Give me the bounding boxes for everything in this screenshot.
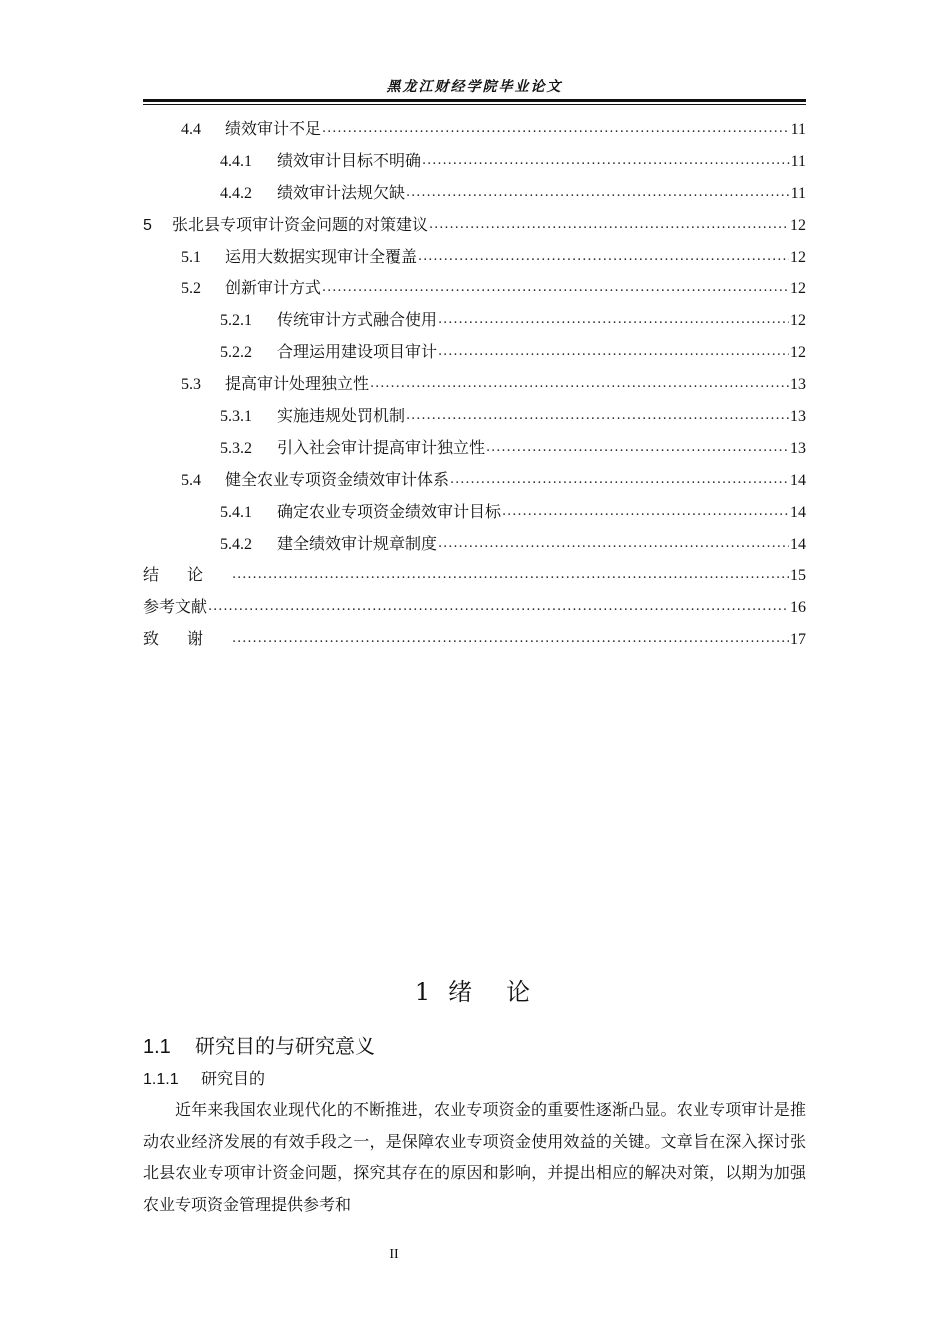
toc-entry[interactable] xyxy=(143,435,806,467)
toc-entry-label xyxy=(181,244,417,267)
table-of-contents xyxy=(143,116,806,658)
toc-entry-page: 14 xyxy=(790,471,806,489)
toc-entry[interactable] xyxy=(143,116,806,148)
toc-entry[interactable] xyxy=(143,275,806,307)
section-number: 1.1 xyxy=(143,1036,171,1058)
toc-entry-label xyxy=(143,212,428,235)
toc-entry-title: 提高审计处理独立性 xyxy=(225,374,370,394)
toc-entry-page: 14 xyxy=(790,535,806,553)
toc-entry-title: 创新审计方式 xyxy=(225,278,322,298)
toc-entry-title: 结论 xyxy=(143,565,232,585)
toc-entry[interactable] xyxy=(143,307,806,339)
toc-entry-title: 绩效审计目标不明确 xyxy=(277,150,422,170)
toc-entry-label xyxy=(220,435,485,458)
toc-entry-title: 传统审计方式融合使用 xyxy=(277,310,438,330)
page-number: II xyxy=(389,1247,399,1262)
toc-entry-number: 4.4.2 xyxy=(220,184,252,202)
toc-entry[interactable] xyxy=(143,212,806,244)
toc-entry-label xyxy=(220,339,437,362)
body-paragraph: 近年来我国农业现代化的不断推进，农业专项资金的重要性逐渐凸显。农业专项审计是推动农业经济发展的有效手段之一，是保障农业专项资金使用效益的关键。文章旨在深入探讨张北县农业专项审计资金问题，探究其存在的原因和影响，并提出相应的解决对策，以期为加强农业专项资金管理提供参考和 xyxy=(143,1100,806,1214)
toc-dot-leader xyxy=(322,280,789,295)
toc-entry-title: 合理运用建设项目审计 xyxy=(277,342,438,362)
toc-dot-leader xyxy=(208,599,789,614)
toc-entry-number: 4.4.1 xyxy=(220,152,252,170)
toc-entry-page: 13 xyxy=(790,376,806,394)
toc-entry-number: 5.2.2 xyxy=(220,344,252,362)
toc-entry-page: 13 xyxy=(790,439,806,457)
toc-entry-title: 绩效审计不足 xyxy=(225,119,322,138)
toc-entry-label xyxy=(220,307,437,330)
toc-entry[interactable] xyxy=(143,594,806,626)
toc-entry-page: 16 xyxy=(790,599,806,617)
toc-dot-leader xyxy=(438,536,789,551)
toc-dot-leader xyxy=(418,249,789,264)
toc-entry-page: 15 xyxy=(790,567,806,585)
toc-entry-number: 5.1 xyxy=(181,248,201,266)
toc-entry-number: 5.4.2 xyxy=(220,535,252,553)
section-title: 研究目的与研究意义 xyxy=(195,1034,375,1058)
toc-dot-leader xyxy=(450,472,789,487)
toc-entry-page: 13 xyxy=(790,408,806,426)
toc-entry-label xyxy=(181,371,369,394)
toc-entry-label xyxy=(143,562,231,585)
toc-entry-label xyxy=(181,116,321,139)
subsection-title: 研究目的 xyxy=(201,1069,266,1088)
toc-entry[interactable] xyxy=(143,626,806,658)
toc-entry-page: 12 xyxy=(790,280,806,298)
toc-entry-title: 健全农业专项资金绩效审计体系 xyxy=(225,469,450,489)
toc-entry-label xyxy=(220,531,437,554)
toc-entry-page: 17 xyxy=(790,631,806,649)
chapter-title-part1: 绪 xyxy=(448,978,477,1006)
toc-entry-label xyxy=(143,626,231,649)
toc-dot-leader xyxy=(429,217,789,232)
toc-entry[interactable] xyxy=(143,562,806,594)
toc-entry-label xyxy=(220,403,405,426)
toc-entry-title: 参考文献 xyxy=(143,597,208,617)
toc-entry[interactable] xyxy=(143,148,806,180)
toc-entry[interactable] xyxy=(143,244,806,276)
toc-entry-label xyxy=(220,148,421,171)
toc-entry-page: 12 xyxy=(790,344,806,362)
toc-entry-label xyxy=(220,180,405,203)
toc-entry-title: 致谢 xyxy=(143,629,232,649)
toc-entry-label xyxy=(220,499,501,522)
toc-entry-number: 5.2.1 xyxy=(220,312,252,330)
toc-entry-title: 引入社会审计提高审计独立性 xyxy=(277,437,486,457)
toc-entry-number: 5.3.2 xyxy=(220,439,252,457)
toc-entry-title: 实施违规处罚机制 xyxy=(277,406,406,426)
toc-entry-page: 14 xyxy=(790,503,806,521)
toc-entry-label xyxy=(143,594,207,617)
toc-entry-page: 12 xyxy=(790,312,806,330)
toc-entry-page: 11 xyxy=(790,184,806,202)
toc-entry-title: 运用大数据实现审计全覆盖 xyxy=(225,246,418,266)
toc-dot-leader xyxy=(486,440,789,455)
toc-entry[interactable] xyxy=(143,467,806,499)
subsection-heading xyxy=(143,1066,265,1089)
toc-entry-title: 建全绩效审计规章制度 xyxy=(277,533,438,553)
toc-entry-page: 11 xyxy=(790,152,806,170)
toc-entry-label xyxy=(181,275,321,298)
toc-entry[interactable] xyxy=(143,339,806,371)
toc-entry-number: 5.4 xyxy=(181,471,201,489)
page-header-title: 黑龙江财经学院毕业论文 xyxy=(386,79,563,95)
toc-entry-title: 绩效审计法规欠缺 xyxy=(277,182,406,202)
toc-entry-number: 5.4.1 xyxy=(220,503,252,521)
header-rule-thin xyxy=(143,104,806,105)
toc-dot-leader xyxy=(232,631,789,646)
toc-dot-leader xyxy=(322,121,790,136)
toc-dot-leader xyxy=(406,185,790,200)
toc-entry-label xyxy=(181,467,449,490)
toc-entry-title: 张北县专项审计资金问题的对策建议 xyxy=(172,214,429,234)
toc-dot-leader xyxy=(406,408,789,423)
chapter-title-part2: 论 xyxy=(506,978,535,1006)
toc-entry-number: 5 xyxy=(143,216,152,234)
toc-dot-leader xyxy=(232,567,789,582)
header-rule-thick xyxy=(143,99,806,102)
toc-entry[interactable] xyxy=(143,403,806,435)
chapter-title xyxy=(143,972,806,1007)
toc-dot-leader xyxy=(438,344,789,359)
toc-entry-title: 确定农业专项资金绩效审计目标 xyxy=(277,501,502,521)
toc-dot-leader xyxy=(370,376,789,391)
toc-entry-page: 11 xyxy=(790,121,806,138)
subsection-number: 1.1.1 xyxy=(143,1071,179,1088)
toc-entry-number: 4.4 xyxy=(181,121,201,138)
toc-entry[interactable] xyxy=(143,371,806,403)
toc-entry-page: 12 xyxy=(790,248,806,266)
toc-dot-leader xyxy=(438,312,789,327)
toc-entry-number: 5.3.1 xyxy=(220,408,252,426)
section-heading xyxy=(143,1030,375,1059)
toc-entry[interactable] xyxy=(143,180,806,212)
toc-entry[interactable] xyxy=(143,499,806,531)
toc-dot-leader xyxy=(422,153,790,168)
toc-dot-leader xyxy=(502,504,789,519)
toc-entry-number: 5.3 xyxy=(181,376,201,394)
chapter-number: 1 xyxy=(414,978,435,1006)
toc-entry-number: 5.2 xyxy=(181,280,201,298)
toc-entry-page: 12 xyxy=(790,216,806,234)
toc-entry[interactable] xyxy=(143,531,806,563)
